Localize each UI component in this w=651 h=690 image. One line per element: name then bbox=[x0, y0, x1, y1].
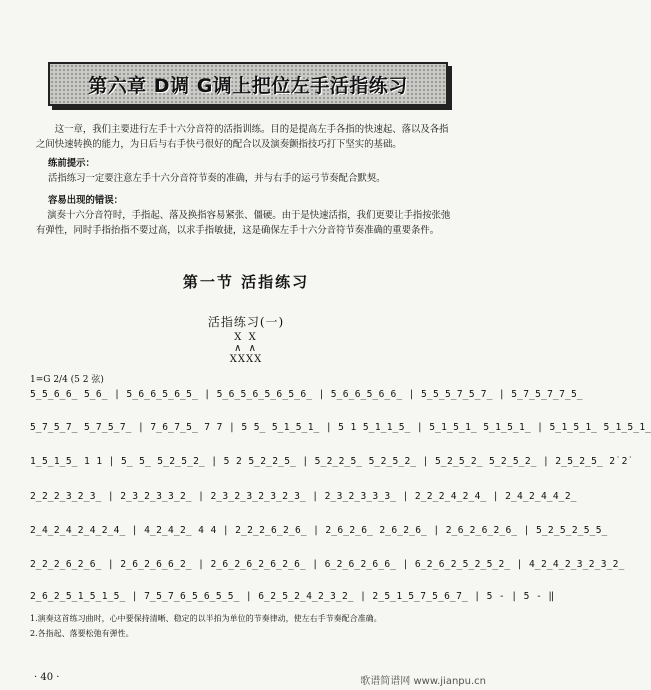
music-line-5 bbox=[30, 523, 608, 539]
music-line-text: 2̲2̲2̲3̲2̲3̲ | 2̲3̲2̲3̲3̲2̲ | 2̲3̲2̲3̲2̲3̲2̲3̲ | 2̲3̲2̲3̲3̲3̲ | 2̲2̲2̲4̲2̲4̲ | 2̲4̲2̲4̲4̲2̲ bbox=[30, 491, 577, 502]
rhythm-marks-mid: ∧ ∧ bbox=[234, 343, 258, 354]
chapter-title-banner bbox=[48, 62, 448, 106]
music-line-text: 2̲2̲2̲6̲2̲6̲ | 2̲6̲2̲6̲6̲2̲ | 2̲6̲2̲6̲2̲6̲2̲6̲ | 6̲2̲6̲2̲6̲6̲ | 6̲2̲6̲2̲5̲2̲5̲2̲ | 4̲2̲4̲2̲3̲2̲3̲2̲ bbox=[30, 559, 625, 570]
music-line-text: 1̲5̲1̲5̲ 1 1 | 5̲ 5̲ 5̲2̲5̲2̲ | 5 2 5̲2̲2̲5̲ | 5̲2̲2̲5̲ 5̲2̲5̲2̲ | 5̲2̲5̲2̲ 5̲2̲5̲2̲ | 2̲5̲2̲5̲ 2̇ 2̇ bbox=[30, 456, 628, 467]
footnote-1: 1.演奏这首练习曲时，心中要保持清晰、稳定的以半拍为单位的节奏律动，使左右手节奏配合准确。 bbox=[30, 614, 382, 623]
rhythm-marks-top: X X bbox=[234, 332, 258, 343]
key-signature: 1=G 2/4 (5 2 弦) bbox=[30, 375, 104, 385]
music-line-2 bbox=[30, 420, 651, 436]
music-line-3 bbox=[30, 454, 628, 470]
footnote-2: 2.各指起、落要松弛有弹性。 bbox=[30, 629, 134, 638]
rhythm-marks bbox=[222, 332, 270, 372]
rhythm-marks-bottom: XXXX bbox=[229, 354, 263, 365]
music-line-text: 5̲7̲5̲7̲ 5̲7̲5̲7̲ | 7̲6̲7̲5̲ 7 7 | 5 5̲ 5̲1̲5̲1̲ | 5 1 5̲1̲1̲5̲ | 5̲1̲5̲1̲ 5̲1̲5̲1̲ | 5̲1̲5̲1̲ 5̲1̲5̲1̲ bbox=[30, 422, 651, 433]
exercise-title: 活指练习(一) bbox=[207, 315, 285, 329]
tips-text: 活指练习一定要注意左手十六分音符节奏的准确，并与右手的运弓节奏配合默契。 bbox=[48, 173, 386, 184]
music-line-1 bbox=[30, 387, 583, 403]
intro-paragraph: 这一章，我们主要进行左手十六分音符的活指训练。目的是提高左手各指的快速起、落以及各指之间快速转换的能力，为日后与右手快弓很好的配合以及演奏颤指技巧打下坚实的基础。 bbox=[36, 124, 449, 150]
errors-text: 演奏十六分音符时，手指起、落及换指容易紧张、僵硬。由于是快速活指，我们更要让手指按张弛有弹性，同时手指抬指不要过高，以求手指敏捷，这是确保左手十六分音符节奏准确的重要条件。 bbox=[36, 210, 451, 236]
music-line-text: 5̲5̲6̲6̲ 5̲6̲ | 5̲6̲6̲5̲6̲5̲ | 5̲6̲5̲6̲5̲6̲5̲6̲ | 5̲6̲6̲5̲6̲6̲ | 5̲5̲5̲7̲5̲7̲ | 5̲7̲5̲7̲7̲5̲ bbox=[30, 389, 583, 400]
errors-heading: 容易出现的错误： bbox=[48, 195, 124, 206]
music-line-4 bbox=[30, 489, 577, 505]
music-line-7 bbox=[30, 589, 555, 605]
tips-heading: 练前提示： bbox=[48, 158, 95, 169]
music-line-text: 2̲4̲2̲4̲2̲4̲2̲4̲ | 4̲2̲4̲2̲ 4 4 | 2̲2̲2̲6̲2̲6̲ | 2̲6̲2̲6̲ 2̲6̲2̲6̲ | 2̲6̲2̲6̲2̲6̲ | 5̲2̲5̲2̲5̲5̲ bbox=[30, 525, 608, 536]
music-line-text: 2̲6̲2̲5̲1̲5̲1̲5̲ | 7̲5̲7̲6̲5̲6̲5̲5̲ | 6̲2̲5̲2̲4̲2̲3̲2̲ | 2̲5̲1̲5̲7̲5̲6̲7̲ | 5 - | 5 - ‖ bbox=[30, 591, 555, 602]
section-title: 第一节 活指练习 bbox=[182, 273, 310, 291]
music-line-6 bbox=[30, 557, 625, 573]
page-number: · 40 · bbox=[34, 672, 60, 683]
chapter-title: 第六章 D调 G调上把位左手活指练习 bbox=[88, 74, 408, 97]
watermark: 歌谱简谱网 www.jianpu.cn bbox=[360, 676, 486, 687]
